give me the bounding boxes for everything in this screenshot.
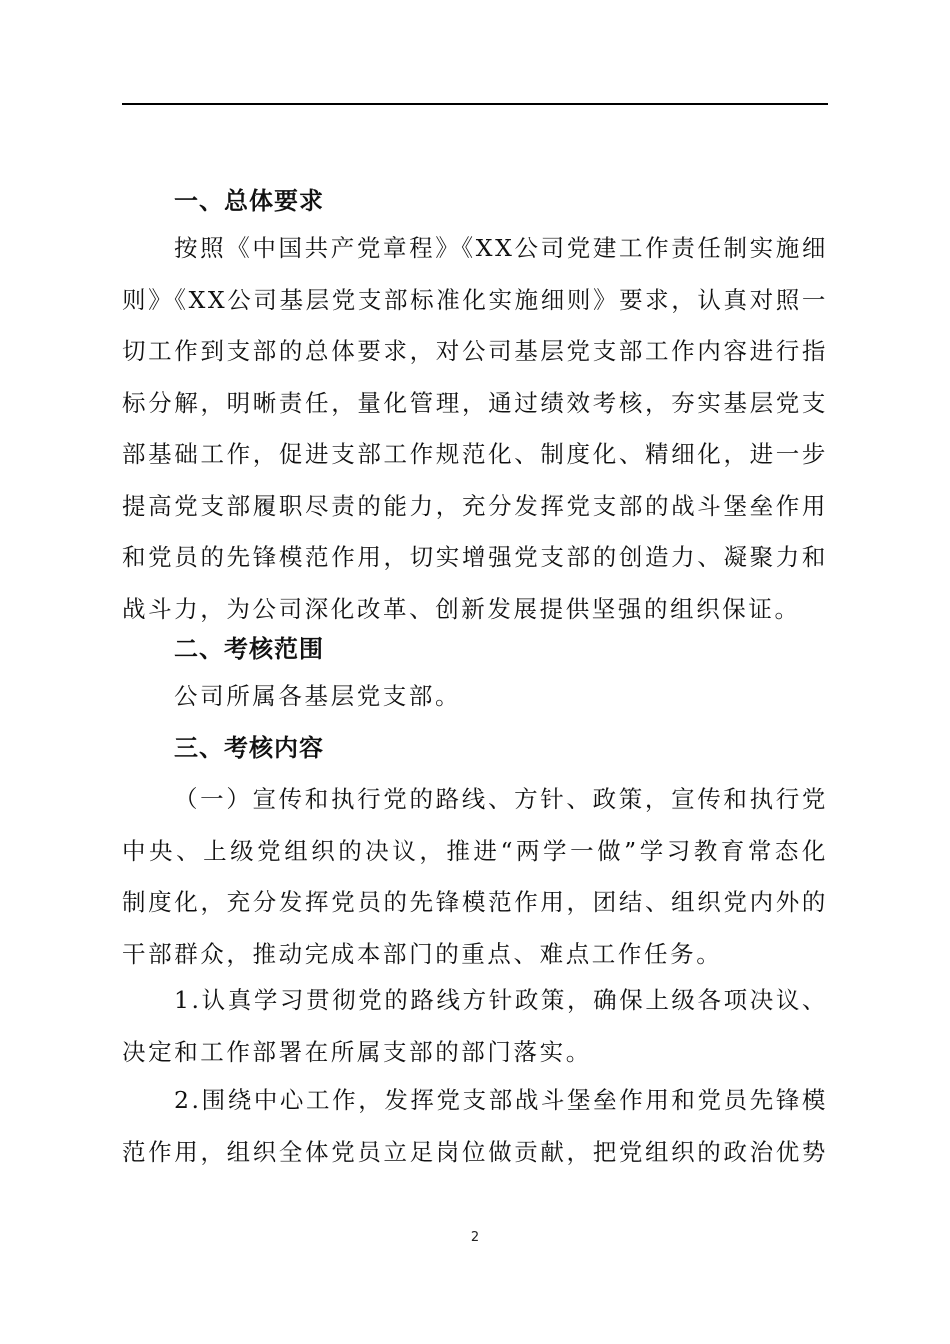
text-line: （一）宣传和执行党的路线、方针、政策，宣传和执行党 (174, 785, 828, 813)
text-line: 提高党支部履职尽责的能力，充分发挥党支部的战斗堡垒作用 (122, 491, 828, 520)
section-heading-assessment-content: 三、考核内容 (174, 734, 324, 762)
text-line: 干部群众，推动完成本部门的重点、难点工作任务。 (122, 939, 723, 968)
paragraph-point-2 (122, 1075, 828, 1178)
text-line: 2.围绕中心工作，发挥党支部战斗堡垒作用和党员先锋模 (174, 1086, 829, 1114)
text-line: 切工作到支部的总体要求，对公司基层党支部工作内容进行指 (122, 337, 828, 365)
text-line: 战斗力，为公司深化改革、创新发展提供坚强的组织保证。 (122, 594, 801, 623)
paragraph-assessment-scope (122, 671, 828, 723)
page-number: 2 (470, 1230, 480, 1245)
text-line: 公司所属各基层党支部。 (174, 682, 462, 710)
text-line: 1.认真学习贯彻党的路线方针政策，确保上级各项决议、 (174, 986, 829, 1014)
text-line: 部基础工作，促进支部工作规范化、制度化、精细化，进一步 (122, 440, 828, 468)
text-line: 中央、上级党组织的决议，推进“两学一做”学习教育常态化 (122, 836, 828, 865)
text-line: 按照《中国共产党章程》《XX公司党建工作责任制实施细 (174, 234, 828, 262)
text-line: 则》《XX公司基层党支部标准化实施细则》要求，认真对照一 (122, 285, 828, 314)
paragraph-overall-requirements (122, 223, 828, 635)
text-line: 制度化，充分发挥党员的先锋模范作用，团结、组织党内外的 (122, 888, 828, 916)
paragraph-item-one (122, 774, 828, 980)
header-rule (122, 103, 828, 105)
paragraph-point-1 (122, 975, 828, 1078)
text-line: 决定和工作部署在所属支部的部门落实。 (122, 1037, 592, 1066)
text-line: 标分解，明晰责任，量化管理，通过绩效考核，夯实基层党支 (122, 388, 828, 417)
text-line: 和党员的先锋模范作用，切实增强党支部的创造力、凝聚力和 (122, 543, 828, 571)
text-line: 范作用，组织全体党员立足岗位做贡献，把党组织的政治优势 (122, 1137, 828, 1166)
section-heading-overall-requirements: 一、总体要求 (174, 187, 324, 215)
section-heading-assessment-scope: 二、考核范围 (174, 635, 324, 663)
